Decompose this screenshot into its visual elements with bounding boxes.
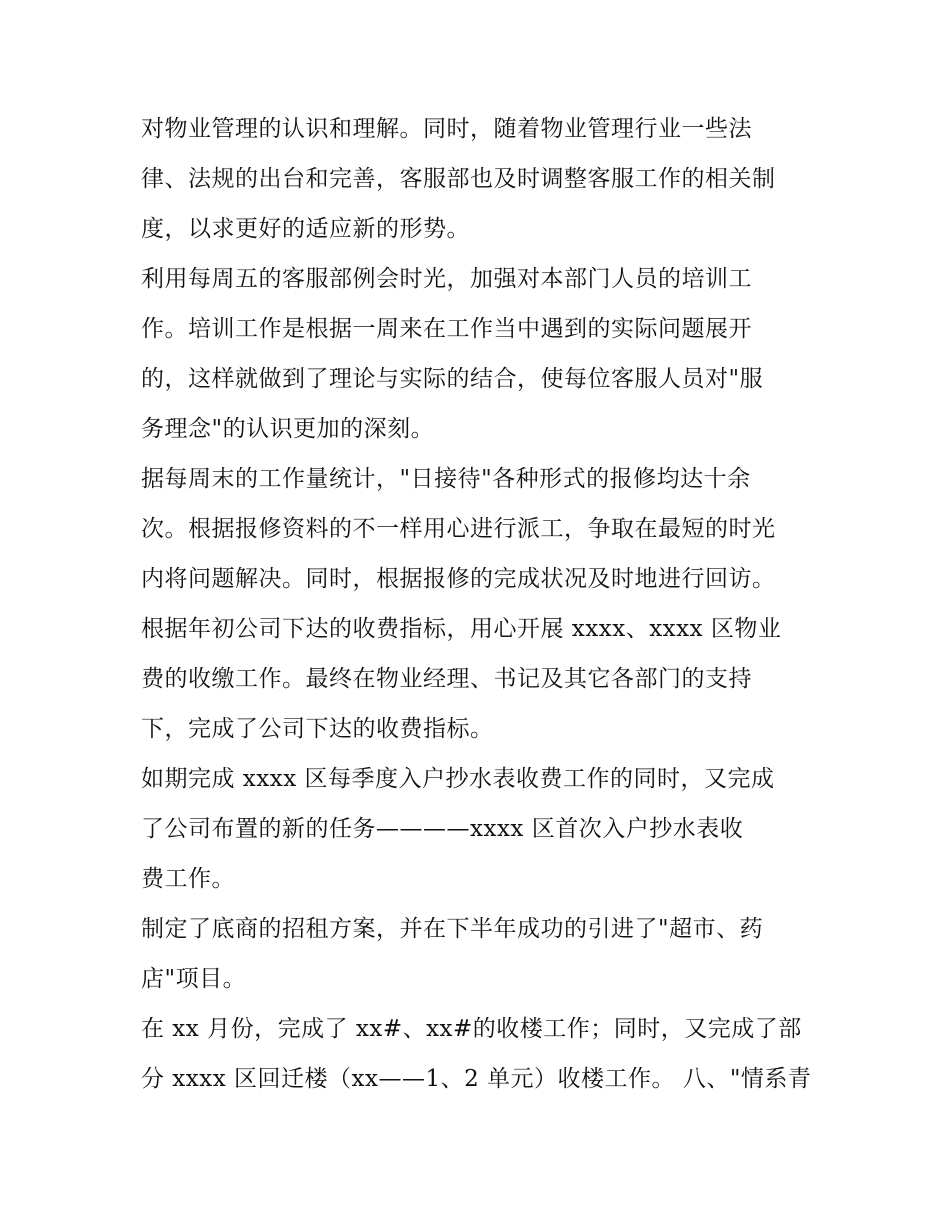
text-line: 费的收缴工作。最终在物业经理、书记及其它各部门的支持 — [141, 666, 752, 692]
text-line: 分 xxxx 区回迁楼（xx——1、2 单元）收楼工作。 八、"情系青 — [141, 1066, 812, 1092]
text-line: 次。根据报修资料的不一样用心进行派工，争取在最短的时光 — [141, 516, 776, 542]
text-line: 据每周末的工作量统计，"日接待"各种形式的报修均达十余 — [141, 466, 751, 492]
text-line: 制定了底商的招租方案，并在下半年成功的引进了"超市、药 — [141, 916, 764, 942]
text-line: 内将问题解决。同时，根据报修的完成状况及时地进行回访。 — [141, 566, 776, 592]
text-line: 如期完成 xxxx 区每季度入户抄水表收费工作的同时，又完成 — [141, 766, 775, 792]
text-line: 费工作。 — [141, 866, 235, 892]
text-line: 下，完成了公司下达的收费指标。 — [141, 716, 494, 742]
text-line: 在 xx 月份，完成了 xx#、xx#的收楼工作；同时，又完成了部 — [141, 1016, 802, 1042]
text-line: 利用每周五的客服部例会时光，加强对本部门人员的培训工 — [141, 266, 752, 292]
text-line: 律、法规的出台和完善，客服部也及时调整客服工作的相关制 — [141, 166, 776, 192]
text-line: 店"项目。 — [141, 966, 247, 992]
text-line: 作。培训工作是根据一周来在工作当中遇到的实际问题展开 — [141, 316, 752, 342]
text-line: 了公司布置的新的任务————xxxx 区首次入户抄水表收 — [141, 816, 744, 842]
text-line: 根据年初公司下达的收费指标，用心开展 xxxx、xxxx 区物业 — [141, 616, 782, 642]
text-line: 度，以求更好的适应新的形势。 — [141, 216, 470, 242]
text-line: 对物业管理的认识和理解。同时，随着物业管理行业一些法 — [141, 116, 752, 142]
text-line: 的，这样就做到了理论与实际的结合，使每位客服人员对"服 — [141, 366, 764, 392]
document-body — [141, 104, 821, 1104]
text-line: 务理念"的认识更加的深刻。 — [141, 416, 435, 442]
